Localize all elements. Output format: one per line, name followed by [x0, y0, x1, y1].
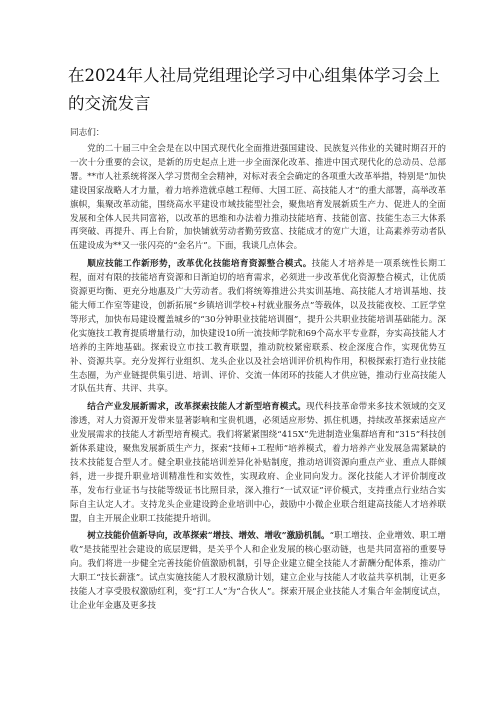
paragraph-text: “职工增技、企业增效、职工增收”是技能型社会建设的底层逻辑，是关乎个人和企业发展的核心驱动链，也是共同富裕的重要导向。我们将进一步健全完善技能价值激励机制，引导企业建立健全技能人才薪酬分配体系，推动广大职工“技长薪涨”。试点实施技能人才股权激励计划，建立企业与技能人才收益共享机制，让更多技能人才享受股权激励红利，变“打工人”为“合伙人”。探索开展企业技能人才集合年金制度试点，让企业年金惠及更多技: [70, 531, 446, 611]
paragraph-text: 党的二十届三中全会是在以中国式现代化全面推进强国建设、民族复兴伟业的关键时期召开的一次十分重要的会议，是新的历史起点上进一步全面深化改革、推进中国式现代化的总动员、总部署。**市人社系统将深入学习贯彻全会精神，对标对表全会确定的各项重大改革举措，特别是“加快建设国家战略人才力量，着力培养造就卓越工程师、大国工匠、高技能人才”的重大部署，高举改革旗帜，集聚改革动能，围绕高水平建设市域技能型社会，聚焦培育发展新质生产力、促进人的全面发展和全体人民共同富裕，以改革的思维和办法着力推动技能培育、技能创富、技能生态三大体系再突破、再提升、再上台阶，加快铺就劳动者勤劳致富、技能成才的宽广大道，让高素养劳动者队伍建设成为**又一张闪亮的“金名片”。下面，我谈几点体会。: [70, 144, 446, 252]
greeting: 同志们：: [70, 128, 105, 138]
paragraph-intro: [70, 143, 446, 254]
paragraph-text: 技能人才培养是一项系统性长期工程，面对有限的技能培育资源和日渐迫切的培育需求，必须进一步改革优化资源整合模式，让优质资源更均衡、更充分地惠及广大劳动者。我们将统筹推进公共实训基地、高技能人才培训基地、技能大师工作室等建设，创新拓展“乡镇培训学校+村就业服务点”等载体，以及技能夜校、工匠学堂等形式，加快布局建设覆盖城乡的“30分钟职业技能培训圈”，提升公共职业技能培训基础能力。深化实施技工教育提质增量行动，加快建设10所一流技师学院和69个高水平专业群，夯实高技能人才培养的主阵地基础。探索设立市技工教育联盟，推动院校紧密联系、校企深度合作，实现优势互补、资源共享。充分发挥行业组织、龙头企业以及社会培训评价机构作用，积极探索打造行业技能生态圈，为产业链提供集引进、培训、评价、交流一体闭环的技能人才供应链，推动行业高技能人才队伍共育、共评、共享。: [70, 259, 446, 395]
paragraph-lead: 结合产业发展新需求，改革探索技能人才新型培育模式。: [87, 402, 307, 413]
paragraph-text: 现代科技革命带来多技术领域的交叉渗透，对人力资源开发带来显著影响和宝贵机遇，必须适应形势、抓住机遇，持续改革探索适应产业发展需求的技能人才新型培育模式。我们将紧紧围绕“415X”先进制造业集群培育和“315”科技创新体系建设，聚焦发展新质生产力，探索“技师+工程师”培养模式，着力培养产业发展急需紧缺的技术技能复合型人才。健全职业技能培训差异化补贴制度，推动培训资源向重点产业、重点人群倾斜，进一步提升职业培训精准性和实效性，实现政府、企业同向发力。深化技能人才评价制度改革，发布行业证书与技能等级证书比照目录，深入推行“一试双证”评价模式，支持重点行业结合实际自主认定人才。支持龙头企业建设跨企业培训中心，鼓励中小微企业联合组建高技能人才培养联盟，自主开展企业职工技能提升培训。: [70, 402, 446, 524]
paragraph-lead: 顺应技能工作新形势，改革优化技能培育资源整合模式。: [87, 259, 312, 270]
paragraph-incentives: [70, 530, 446, 613]
document-title: 在2024年人社局党组理论学习中心组集体学习会上的交流发言: [68, 66, 440, 113]
paragraph-training-model: [70, 401, 446, 526]
paragraph-lead: 树立技能价值新导向，改革探索“增技、增效、增收”激励机制。: [87, 531, 330, 542]
paragraph-resources: [70, 258, 446, 397]
